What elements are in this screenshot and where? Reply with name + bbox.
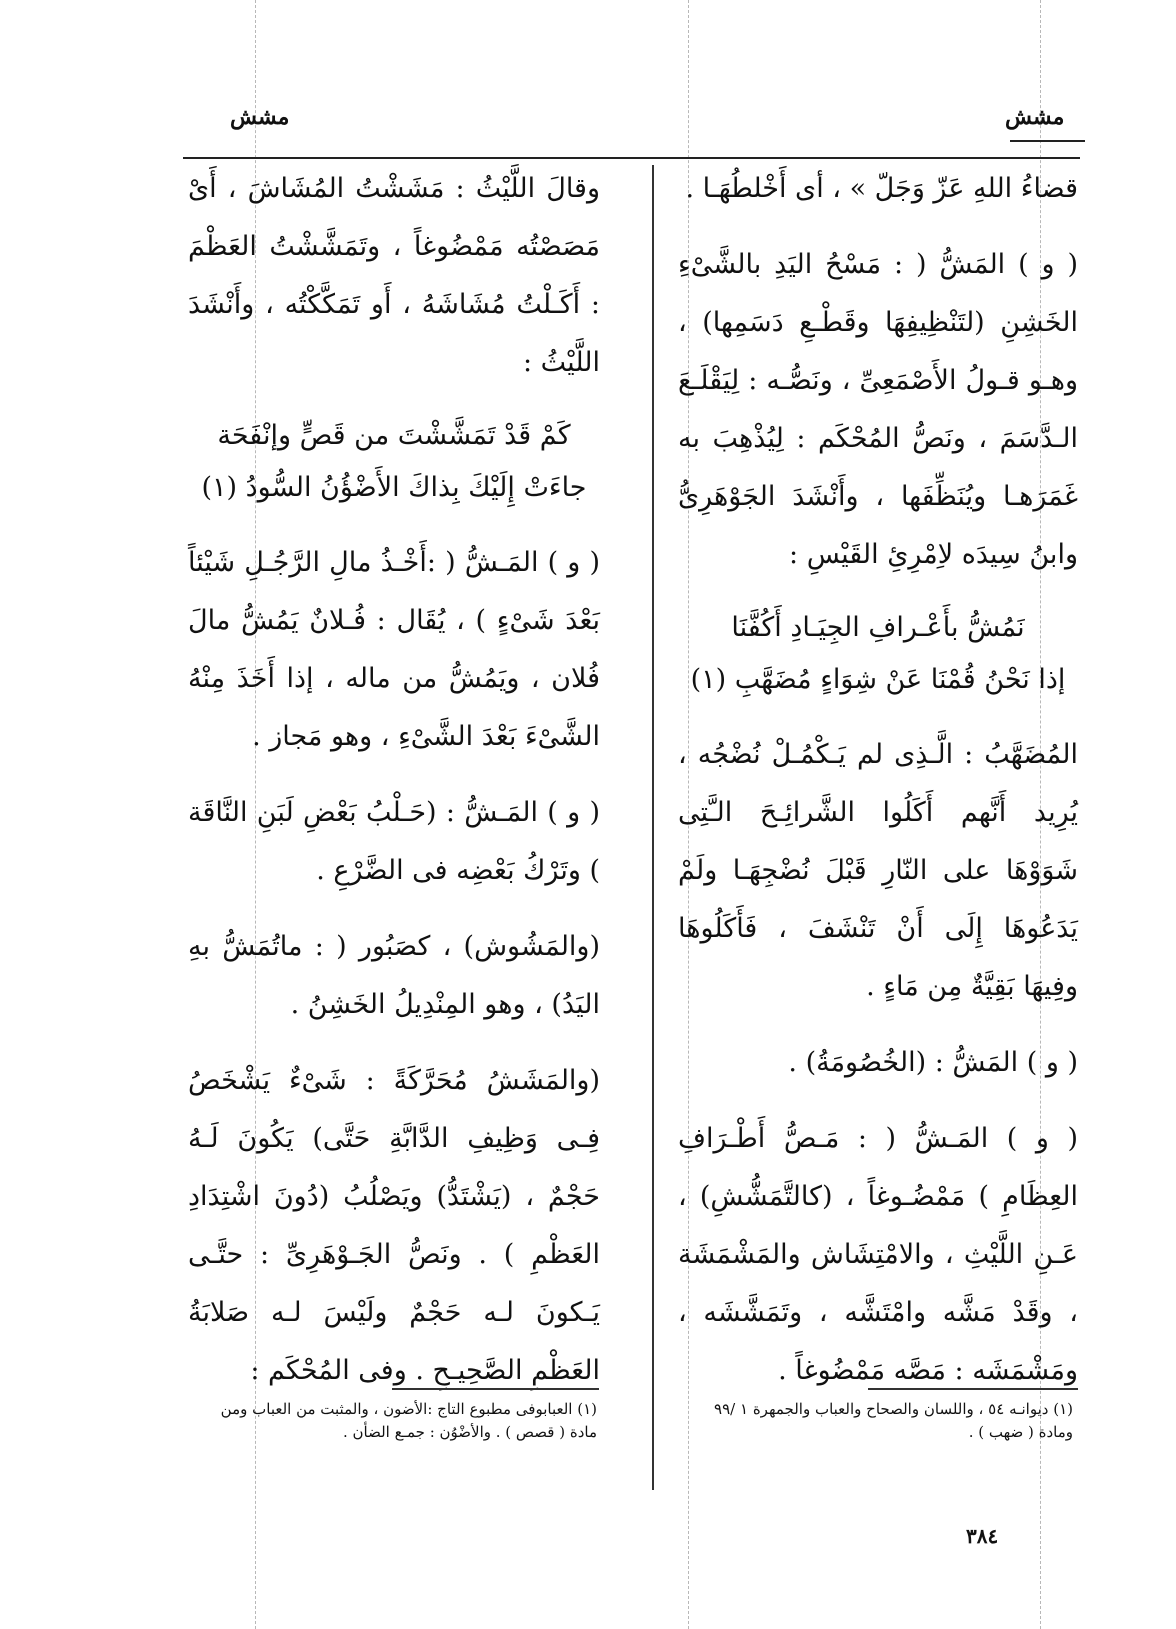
verse-line: كَمْ قَدْ تَمَشَّشْتَ من قَصٍّ وإنْفَحَة [217, 420, 571, 451]
verse-line: نَمُشُّ بأَعْـرافِ الجِيَـادِ أَكُفَّنَا [731, 612, 1025, 643]
footnote-right: (١) ديوانـه ٥٤ ، واللسان والصحاح والعباب والجمهرة ١ /٩٩ ومادة ( ضهب ) . [714, 1400, 1073, 1441]
footnote-rule-right [868, 1388, 1078, 1390]
paragraph: ( و ) المَـشُّ ( : مَـصُّ أَطْـرَافِ العِظَامِ ) مَمْضُـوغاً ، (كالتَّمَشُّشِ) ، عَـنِ اللَّيْثِ ، والامْتِشَاش والمَشْمَشَة ، وقَدْ مَشَّه وامْتَشَّه ، وتَمَشَّشَه ، ومَشْمَشَه : مَصَّه مَمْضُوغاً . [678, 1123, 1078, 1386]
header-rule [1010, 140, 1085, 142]
footnote-left: (١) العبابوفى مطبوع التاج :الأضون ، والمثبت من العباب ومن مادة ( قصص ) . والأضْوُن : جمـع الضأن . [220, 1400, 597, 1441]
paragraph: (والمَشُوش) ، كصَبُور ( : ماتُمَشُّ بهِ اليَدُ) ، وهو المِنْدِيلُ الخَشِنُ . [188, 931, 600, 1020]
paragraph: ( و ) المَشُّ : (الخُصُومَةُ) . [788, 1047, 1078, 1078]
running-header-left: مشش [230, 104, 290, 130]
paragraph: قضاءُ اللهِ عَزّ وَجَلّ » ، أى أَخْلطُهَـا . [685, 173, 1078, 204]
footnote-rule-left [392, 1388, 599, 1390]
column-divider [652, 165, 654, 1490]
paragraph: (والمَشَشُ مُحَرَّكَةً : شَىْءٌ يَشْخَصُ فِـى وَظِيفِ الدَّابَّةِ حَتَّى) يَكُونَ لَـهُ حَجْمٌ ، (يَشْتَدُّ) ويَصْلُبُ (دُونَ اشْتِدَادِ العَظْمِ ) . ونَصُّ الجَـوْهَرِىِّ : حتَّـى يَـكونَ لـه حَجْمٌ ولَيْسَ لـه صَلابَةُ العَظْمِ الصَّحِيـحِ . وفى المُحْكَم : [188, 1065, 600, 1386]
paragraph: المُضَهَّبُ : الَّـذِى لم يَـكْمُـلْ نُضْجُه ، يُرِيد أَنَّهم أَكَلُوا الشَّرائِـحَ الـَّتِى شَوَوْهَا على النّارِ قَبْلَ نُضْجِهَـا ولَمْ يَدَعُوهَا إِلَى أَنْ تَنْشَفَ ، فَأَكَلُوهَا وفِيهَا بَقِيَّةٌ مِن مَاءٍ . [678, 739, 1078, 1002]
paragraph: ( و ) المَـشُّ : (حَـلْبُ بَعْضِ لَبَنِ النَّاقَة ) وتَرْكُ بَعْضِه فى الضَّرْعِ . [188, 797, 600, 886]
paragraph: ( و ) المَـشُّ ( :أَخْـذُ مالِ الرَّجُـلِ شَيْئاً بَعْدَ شَىْءٍ ) ، يُقَال : فُـلانٌ يَمُشُّ مالَ فُلان ، ويَمُشُّ من ماله ، إذا أَخَذَ مِنْهُ الشَّىْءَ بَعْدَ الشَّىْءِ ، وهو مَجاز . [188, 547, 600, 752]
verse-line: إذا نَحْنُ قُمْنَا عَنْ شِوَاءٍ مُضَهَّبِ (١) [690, 664, 1066, 695]
top-rule [183, 157, 1080, 159]
right-column [678, 160, 1078, 1418]
left-column [188, 160, 600, 1418]
paragraph: وقالَ اللَّيْثُ : مَشَشْتُ المُشَاشَ ، أَىْ مَصَصْتُه مَمْضُوغاً ، وتَمَشَّشْتُ العَظْمَ : أَكَـلْتُ مُشَاشَهُ ، أَو تَمَكَّكْتُه ، وأَنْشَدَ اللَّيْثُ : [188, 173, 600, 378]
paragraph: ( و ) المَشُّ ( : مَسْحُ اليَدِ بالشَّىْءِ الخَشِنِ (لتَنْظِيفِهَا وقَطْـعِ دَسَمِها) ، وهـو قـولُ الأَصْمَعِىِّ ، ونَصُّـه : لِيَقْلَـعَ الـدَّسَمَ ، ونَصُّ المُحْكَم : لِيُذْهِبَ به غَمَرَهـا ويُنَظِّفَها ، وأَنْشَدَ الجَوْهَرِىُّ وابنُ سِيدَه لاِمْرِئِ القَيْسِ : [678, 249, 1078, 570]
running-header-right: مشش [1005, 104, 1065, 130]
verse-line: جاءَتْ إِلَيْكَ بِذاكَ الأَضْؤُنُ السُّودُ (١) [201, 472, 587, 503]
page-number: ٣٨٤ [966, 1524, 999, 1548]
